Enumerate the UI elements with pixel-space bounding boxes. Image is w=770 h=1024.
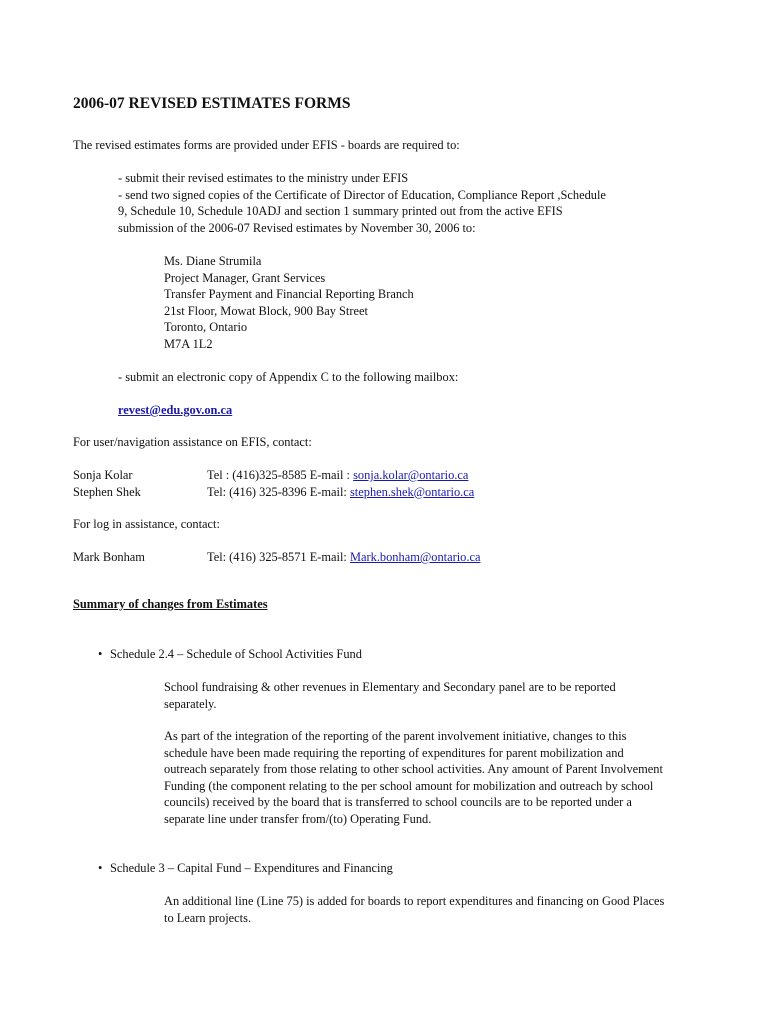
- contact-info: [207, 549, 480, 566]
- mailbox-email-link[interactable]: revest@edu.gov.on.ca: [118, 403, 233, 417]
- nav-assist-text: For user/navigation assistance on EFIS, contact:: [73, 435, 312, 449]
- electronic-copy-text: - submit an electronic copy of Appendix C to the following mailbox:: [118, 370, 459, 384]
- page-title: 2006-07 REVISED ESTIMATES FORMS: [73, 95, 351, 112]
- section-heading: [98, 646, 362, 663]
- section-paragraph: An additional line (Line 75) is added for boards to report expenditures and financing on Good Places to Learn projects.: [164, 894, 665, 925]
- contact-tel: Tel : (416)325-8585 E-mail :: [207, 468, 354, 482]
- address-line: 21st Floor, Mowat Block, 900 Bay Street: [164, 303, 368, 318]
- address-line: Project Manager, Grant Services: [164, 270, 326, 285]
- contact-info: [207, 467, 468, 484]
- contact-email-link[interactable]: sonja.kolar@ontario.ca: [353, 468, 469, 482]
- contact-info: [207, 484, 474, 501]
- section-heading: [98, 860, 393, 877]
- section-heading-text: Schedule 2.4 – Schedule of School Activities Fund: [110, 647, 362, 661]
- bullet-icon: •: [98, 861, 103, 875]
- requirement-line: - send two signed copies of the Certificate of Director of Education, Compliance Report ,Schedule: [118, 187, 606, 202]
- requirement-line: submission of the 2006-07 Revised estimates by November 30, 2006 to:: [118, 220, 476, 235]
- address-line: Transfer Payment and Financial Reporting Branch: [164, 287, 414, 301]
- summary-title: Summary of changes from Estimates: [73, 597, 268, 611]
- address-line: Toronto, Ontario: [164, 320, 248, 334]
- bullet-icon: •: [98, 647, 103, 661]
- contact-name: Sonja Kolar: [73, 468, 133, 482]
- address-line: Ms. Diane Strumila: [164, 254, 262, 268]
- intro-text: The revised estimates forms are provided under EFIS - boards are required to:: [73, 138, 460, 152]
- address-line: M7A 1L2: [164, 336, 213, 351]
- contact-tel: Tel: (416) 325-8571 E-mail:: [207, 550, 350, 564]
- section-paragraph: As part of the integration of the reporting of the parent involvement initiative, changes to this schedule have been made requiring the reporting of expenditures for parent mobilization and outreach separately from those relating to other school activities. Any amount of Parent Involvement Funding (the component relating to the per school amount for mobilization and outreach by school councils) received by the board that is transferred to school councils are to be reported under a separate line under transfer from/(to) Operating Fund.: [164, 729, 663, 826]
- contact-name: Stephen Shek: [73, 484, 141, 499]
- contact-name: Mark Bonham: [73, 550, 145, 564]
- requirement-line: - submit their revised estimates to the ministry under EFIS: [118, 171, 409, 185]
- requirement-line: 9, Schedule 10, Schedule 10ADJ and section 1 summary printed out from the active EFIS: [118, 204, 563, 218]
- section-heading-text: Schedule 3 – Capital Fund – Expenditures and Financing: [110, 861, 393, 875]
- section-paragraph: School fundraising & other revenues in Elementary and Secondary panel are to be reported separately.: [164, 680, 616, 711]
- login-assist-text: For log in assistance, contact:: [73, 517, 220, 531]
- contact-email-link[interactable]: stephen.shek@ontario.ca: [349, 484, 475, 499]
- contact-tel: Tel: (416) 325-8396 E-mail:: [207, 484, 350, 499]
- contact-email-link[interactable]: Mark.bonham@ontario.ca: [349, 550, 481, 564]
